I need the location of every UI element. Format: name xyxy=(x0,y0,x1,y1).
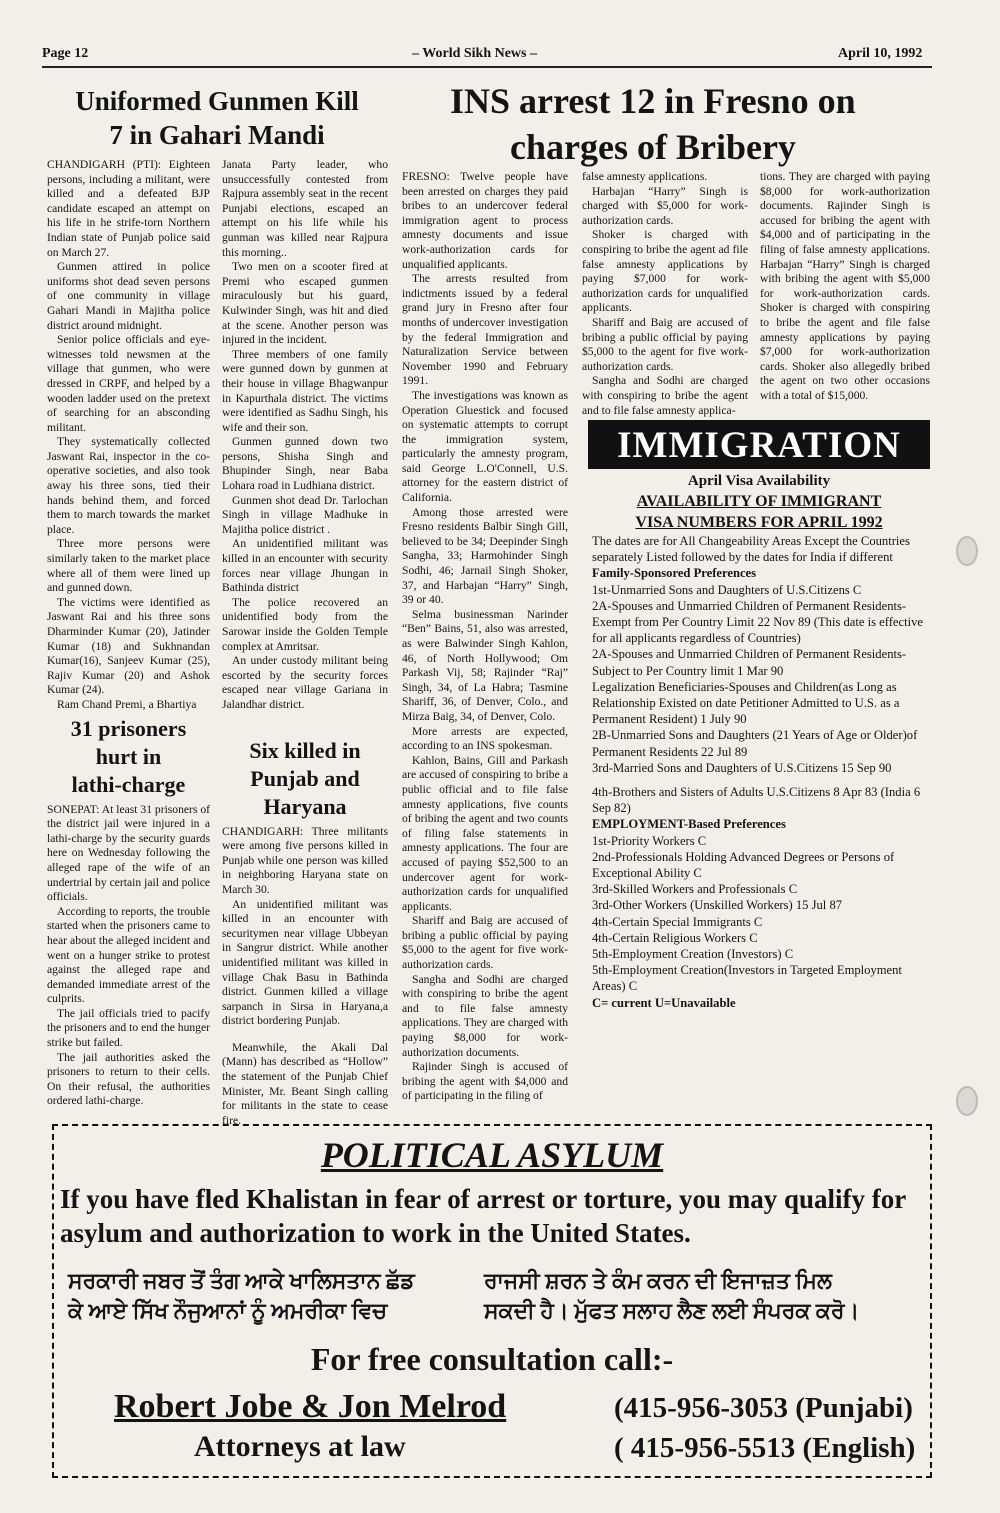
issue-date: April 10, 1992 xyxy=(838,46,923,61)
paragraph: An unidentified militant was killed in an encounter with security forces near village Jhungan in Bathinda district xyxy=(222,537,388,595)
immigration-banner: IMMIGRATION xyxy=(588,420,930,469)
story2-headline-line: lathi-charge xyxy=(71,771,186,797)
paragraph: The investigations was known as Operation Gluestick and focused on systematic attempts to corrupt the immigration system, particularly the amnesty program, said George L.O'Connell, U.S. attorney for the eastern district of California. xyxy=(402,388,568,505)
family-item: 1st-Unmarried Sons and Daughters of U.S.Citizens C xyxy=(592,582,862,597)
ad-attorneys-subtitle: Attorneys at law xyxy=(194,1430,406,1463)
paragraph: Harbajan “Harry” Singh is charged with $5,000 for work-authorization cards. xyxy=(582,184,748,227)
story1-headline-line2: 7 in Gahari Mandi xyxy=(109,120,325,150)
story4-headline xyxy=(400,78,928,170)
paragraph: Shariff and Baig are accused of bribing a public official by paying $5,000 to the agent for five work-authorization cards. xyxy=(402,914,568,972)
immigration-body xyxy=(588,469,930,1011)
family-item: 2A-Spouses and Unmarried Children of Permanent Residents- xyxy=(592,647,907,662)
visa-subtitle: April Visa Availability xyxy=(687,473,831,489)
employment-item: 5th-Employment Creation(Investors in Targeted Employment Areas) C xyxy=(592,963,902,994)
employment-item: 1st-Priority Workers C xyxy=(592,833,707,848)
paragraph: The jail authorities asked the prisoners to return to their cells. On their refusal, the authorities ordered lathi-charge. xyxy=(47,1050,210,1108)
family-item: Legalization Beneficiaries-Spouses and Children(as Long as Relationship Existed on date Petitioner Admitted to U.S. as a Permanent Resident) 1 July 90 xyxy=(592,679,900,727)
page-header xyxy=(0,46,1000,66)
paragraph: Kahlon, Bains, Gill and Parkash are accused of conspiring to bribe a public official and to file false amnesty applications, five counts of bribing the agent and two counts of filing false statements in amnesty applications. The four are accused of paying $52,500 to an undercover agent for work-authorization cards for unqualified applicants. xyxy=(402,753,568,913)
story4-headline-line1: INS arrest 12 in Fresno on xyxy=(450,81,856,121)
family-item: 2A-Spouses and Unmarried Children of Permanent Residents- xyxy=(592,598,907,613)
story1-column-1 xyxy=(47,158,210,1109)
paragraph: According to reports, the trouble started when the prisoners came to hear about the alleged incident and went on a hunger strike to protest against the alleged rape and demanded immediate arrest of the culprits. xyxy=(47,904,210,1006)
story2-headline-line: hurt in xyxy=(95,743,162,769)
employment-item: 5th-Employment Creation (Investors) C xyxy=(592,947,794,962)
ad-attorney-names: Robert Jobe & Jon Melrod xyxy=(114,1388,507,1425)
binder-hole xyxy=(956,1086,978,1116)
ad-punjabi-right xyxy=(484,1266,859,1326)
family-item: 2B-Unmarried Sons and Daughters (21 Years of Age or Older)of Permanent Residents 22 Jul 89 xyxy=(592,728,918,759)
visa-intro: The dates are for All Changeability Areas Except the Countries separately Listed followed by the dates for India if different xyxy=(592,534,910,565)
visa-heading-2: VISA NUMBERS FOR APRIL 1992 xyxy=(635,514,883,531)
story3-headline-line: Punjab and xyxy=(250,765,360,791)
paper-name: – World Sikh News – xyxy=(412,46,537,61)
paragraph: CHANDIGARH (PTI): Eighteen persons, including a militant, were killed and a defeated BJP candidate escaped an attempt on his life in he strife-torn Northern Indian state of Punjab police said on March 27. xyxy=(47,158,210,259)
paragraph: Three members of one family were gunned down by gunmen at their house in village Bhagwanpur in Kapurthala district. The victims were identified as Sadhu Singh, his wife and their son. xyxy=(222,347,388,434)
story1-headline xyxy=(42,84,392,152)
paragraph: Gunmen attired in police uniforms shot dead seven persons of one community in village Gahari Mandi in Majitha police district around midnight. xyxy=(47,260,210,332)
page-number: Page 12 xyxy=(42,46,89,61)
paragraph: Among those arrested were Fresno residents Balbir Singh Gill, believed to be 34; Deepinder Singh Sangha, 33; Harmohinder Singh Sodhi, 46; Jarnail Singh Shoker, 37, and Harbajan “Harry” Singh, 39 or 40. xyxy=(402,505,568,607)
employment-heading: EMPLOYMENT-Based Preferences xyxy=(592,817,786,832)
paragraph: Sangha and Sodhi are charged with conspiring to bribe the agent and to file false amnesty applications. They are charged with paying $8,000 for work-authorization documents. xyxy=(402,972,568,1059)
paragraph: false amnesty applications. xyxy=(582,170,708,183)
paragraph: Ram Chand Premi, a Bhartiya xyxy=(57,697,197,711)
paragraph: Gunmen shot dead Dr. Tarlochan Singh in village Madhuke in Majitha police district . xyxy=(222,493,388,536)
ad-title: POLITICAL ASYLUM xyxy=(320,1135,664,1175)
paragraph: Two men on a scooter fired at Premi who escaped gunmen miraculously but his guard, Kulwinder Singh, was hit and died at the scene. Another person was injured in the incident. xyxy=(222,260,388,347)
paragraph: Senior police officials and eye-witnesses told newsmen at the village that gunmen, who were dressed in CRPF, and helped by a wooden ladder used on the pretext of searching for an absconding militant. xyxy=(47,333,210,434)
punjabi-line: ਸਕਦੀ ਹੈ। ਮੁੱਫਤ ਸਲਾਹ ਲੈਣ ਲਈ ਸੰਪਰਕ ਕਰੋ। xyxy=(484,1298,860,1323)
ad-punjabi-left xyxy=(68,1266,415,1326)
paragraph: tions. They are charged with paying $8,000 for work-authorization documents. Rajinder Singh is accused for bribing the agent with $4,000 and of participating in the filing of false amnesty applications. Harbajan “Harry” Singh is charged with bribing the agent with $5,000 for work-authorization cards. Shoker is charged with conspiring to bribe the agent and file false amnesty applications by paying $7,000 for work-authorization cards. Shoker also allegedly bribed the agent on two other occasions with a total of $15,000. xyxy=(760,170,930,402)
ad-phone-punjabi: (415-956-3053 (Punjabi) xyxy=(614,1392,913,1424)
paragraph: Shoker is charged with conspiring to bribe the agent ad file false amnesty applications by paying $7,000 for work-authorization cards for unqualified applicants. xyxy=(582,228,748,315)
ad-text: If you have fled Khalistan in fear of arrest or torture, you may qualify for asylum and authorization to work in the United States. xyxy=(60,1184,906,1248)
paragraph: Three more persons were similarly taken to the market place where all of them were lined up and gunned down. xyxy=(47,537,210,595)
paragraph: The police recovered an unidentified body from the Sarowar inside the Golden Temple complex at Amritsar. xyxy=(222,595,388,653)
family-heading: Family-Sponsored Preferences xyxy=(592,566,757,581)
punjabi-line: ਸਰਕਾਰੀ ਜਬਰ ਤੋਂ ਤੰਗ ਆਕੇ ਖਾਲਿਸਤਾਨ ਛੱਡ xyxy=(68,1268,415,1293)
story3-headline-line: Haryana xyxy=(263,793,347,819)
paragraph: Shariff and Baig are accused of bribing a public official by paying $5,000 to the agent for five work-authorization cards. xyxy=(582,315,748,373)
story1-column-2 xyxy=(222,158,388,1128)
ad-call-line: For free consultation call:- xyxy=(310,1341,674,1377)
family-item: Exempt from Per Country Limit 22 Nov 89 (This date is effective xyxy=(592,615,923,630)
story4-headline-line2: charges of Bribery xyxy=(510,127,796,167)
paragraph: The victims were identified as Jaswant Rai and his three sons Dharminder Kumar (20), Jatinder Kumar (18) and Sukhnandan Kumar(16), Sanjeev Kumar (25), Rajiv Kumar (20) and Ashok Kumar (24). xyxy=(47,595,210,697)
employment-item: 4th-Certain Special Immigrants C xyxy=(592,914,763,929)
story4-column-1 xyxy=(402,170,568,1104)
family-item: 3rd-Married Sons and Daughters of U.S.Citizens 15 Sep 90 xyxy=(592,760,892,775)
employment-item: 3rd-Skilled Workers and Professionals C xyxy=(592,882,798,897)
family-item: for all applicants regardless of Countries) xyxy=(592,631,801,646)
story4-column-2 xyxy=(582,170,748,418)
story3-headline-line: Six killed in xyxy=(249,737,361,763)
visa-legend: C= current U=Unavailable xyxy=(592,995,736,1010)
family-item: 4th-Brothers and Sisters of Adults U.S.Citizens 8 Apr 83 (India 6 Sep 82) xyxy=(592,785,921,816)
story1-headline-line1: Uniformed Gunmen Kill xyxy=(75,86,359,116)
employment-item: 3rd-Other Workers (Unskilled Workers) 15 Jul 87 xyxy=(592,898,843,913)
employment-item: 2nd-Professionals Holding Advanced Degrees or Persons of Exceptional Ability C xyxy=(592,849,895,881)
asylum-advertisement xyxy=(52,1124,932,1478)
paragraph: More arrests are expected, according to an INS spokesman. xyxy=(402,724,568,753)
paragraph: Selma businessman Narinder “Ben” Bains, 51, also was arrested, as were Balwinder Singh Kahlon, 46, of North Hollywood; Om Parkash Vij, 58; Rajinder “Raj” Singh, 34, of La Habra; Tasmine Shariff, 36, of Denver, Colo., and Mirza Baig, 34, of Denver, Colo. xyxy=(402,607,568,723)
visa-heading-1: AVAILABILITY OF IMMIGRANT xyxy=(636,493,882,510)
immigration-box xyxy=(588,420,930,1011)
family-item: Subject to Per Country limit 1 Mar 90 xyxy=(592,663,784,678)
paragraph: Rajinder Singh is accused of bribing the agent with $4,000 and of participating in the filing of xyxy=(402,1060,568,1103)
paragraph: The jail officials tried to pacify the prisoners and to end the hunger strike but failed. xyxy=(47,1006,210,1050)
binder-hole xyxy=(956,536,978,566)
paragraph: Gunmen gunned down two persons, Shisha Singh and Bhupinder Singh, near Baba Lohara road in Ludhiana district. xyxy=(222,435,388,493)
paragraph: An under custody militant being escorted by the security forces escaped near village Gariana in Jalandhar district. xyxy=(222,654,388,711)
paragraph: They systematically collected Jaswant Rai, inspector in the co-operative societies, and also took away his three sons, tied their hands behind them, and forced them to march towards the market place. xyxy=(47,435,210,536)
story3-headline xyxy=(222,737,388,821)
employment-item: 4th-Certain Religious Workers C xyxy=(592,930,758,945)
paragraph: Sangha and Sodhi are charged with conspiring to bribe the agent and to file false amnesty applica- xyxy=(582,374,748,417)
paragraph: The arrests resulted from indictments issued by a federal grand jury in Fresno after four months of undercover investigation by the federal Immigration and Naturalization Service between November 1990 and February 1991. xyxy=(402,272,568,388)
paragraph: SONEPAT: At least 31 prisoners of the district jail were injured in a lathi-charge by the security guards here on Wednesday following the alleged rape of the wife of an undertrial by certain jail and police officials. xyxy=(47,802,210,904)
story2-headline-line: 31 prisoners xyxy=(70,715,187,741)
paragraph: Janata Party leader, who unsuccessfully contested from Rajpura assembly seat in the recent Punjabi elections, escaped an attempt on his life while his gunman was killed near Rajpura this morning.. xyxy=(222,158,388,259)
punjabi-line: ਰਾਜਸੀ ਸ਼ਰਨ ਤੇ ਕੰਮ ਕਰਨ ਦੀ ਇਜਾਜ਼ਤ ਮਿਲ xyxy=(484,1268,832,1293)
paragraph: CHANDIGARH: Three militants were among five persons killed in Punjab while one person was killed in neighboring Haryana state on March 30. xyxy=(222,824,388,896)
ad-phone-english: ( 415-956-5513 (English) xyxy=(614,1432,916,1464)
punjabi-line: ਕੇ ਆਏ ਸਿੱਖ ਨੌਜੁਆਨਾਂ ਨੂੰ ਅਮਰੀਕਾ ਵਿਚ xyxy=(68,1298,388,1323)
paragraph: Meanwhile, the Akali Dal (Mann) has described as “Hollow” the statement of the Punjab Chief Minister, Mr. Beant Singh calling for militants in the state to cease fire. xyxy=(222,1040,388,1127)
story4-column-3 xyxy=(760,170,930,404)
story2-headline xyxy=(47,715,210,799)
header-rule xyxy=(42,66,932,68)
paragraph: FRESNO: Twelve people have been arrested on charges they paid bribes to an undercover federal immigration agent to process amnesty documents and issue work-authorization cards for unqualified applicants. xyxy=(402,170,568,271)
paragraph: An unidentified militant was killed in an encounter with securitymen near village Ubbeyan in Sangrur district. While another unidentified militant was killed in village Chak Basu in Bathinda district. Gunmen killed a village sarpanch in Sirsa in Haryana,a district bordering Punjab. xyxy=(222,897,388,1028)
